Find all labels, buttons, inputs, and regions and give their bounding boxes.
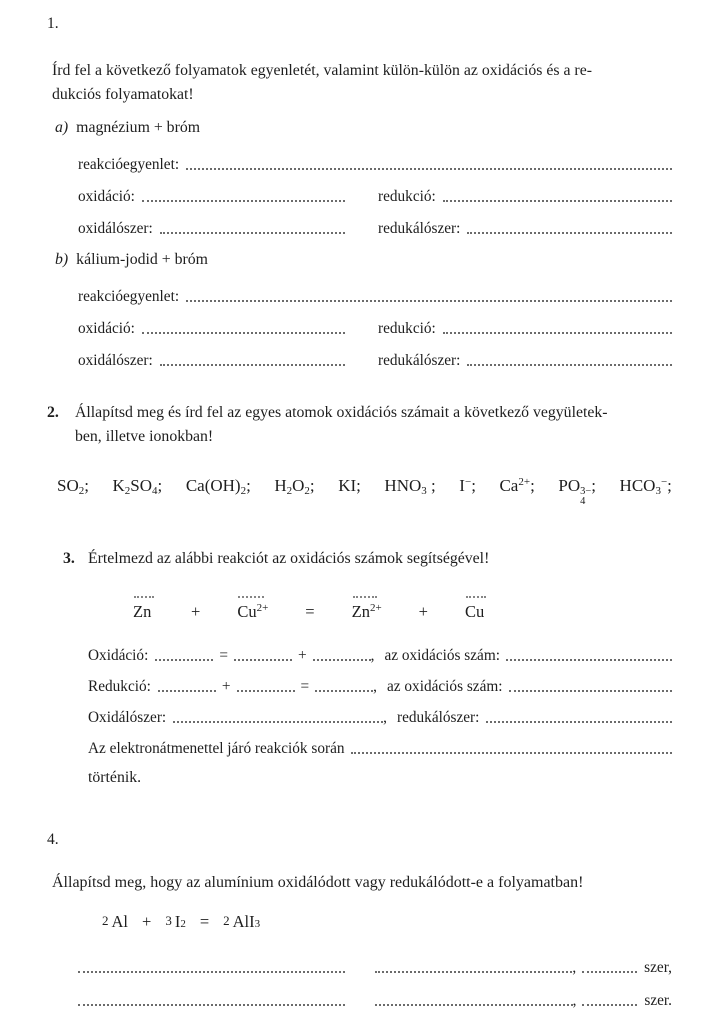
species-zn2plus: $Zn^{2+}$ — [352, 596, 382, 622]
oxidation-number-label: az oxidációs szám: — [387, 678, 503, 695]
plus-operator: + — [418, 602, 428, 621]
task-1-intro-line-2: dukciós folyamatokat! — [52, 86, 194, 103]
dotted-blank — [160, 364, 345, 366]
dotted-blank — [186, 168, 672, 170]
dotted-blank — [375, 1004, 573, 1006]
reduction-label: Redukció: — [88, 678, 151, 695]
formula-hno3: $HNO_3$ ; — [384, 476, 436, 497]
formula-so2: $SO_2$; — [57, 476, 89, 497]
dotted-blank — [582, 971, 637, 973]
task-1-intro — [52, 59, 672, 107]
part-b-fields — [78, 287, 672, 370]
part-b-label: b) — [55, 251, 69, 268]
part-a-label: a) — [55, 119, 69, 136]
reducer-label: redukálószer: — [397, 709, 480, 726]
task-4-answers — [47, 958, 672, 1010]
task-2-text-line-1: Állapítsd meg és írd fel az egyes atomok oxidációs számait a következő vegyületek- — [75, 404, 608, 421]
reaction-equation — [133, 596, 672, 622]
dotted-blank — [467, 364, 672, 366]
task-2-text — [75, 401, 608, 449]
field-row-oxidizer-b — [78, 351, 672, 370]
reduction-label: redukció: — [378, 188, 436, 205]
task-2-heading — [47, 401, 672, 449]
part-a-fields — [78, 155, 672, 238]
reduction-equation-row — [88, 676, 672, 696]
comma: , — [373, 678, 377, 695]
task-3-number: 3. — [63, 550, 75, 567]
formula-ca2plus: $Ca^{2+}$; — [499, 476, 535, 495]
dotted-blank — [375, 971, 572, 973]
equals-operator: = — [219, 647, 228, 664]
task-1-intro-line-1: Írd fel a következő folyamatok egyenletét, valamint külön-külön az oxidációs és a re- — [52, 62, 592, 79]
dotted-blank — [237, 690, 295, 692]
part-a-title: magnézium + bróm — [76, 119, 201, 136]
dotted-blank — [582, 1004, 637, 1006]
dotted-blank — [142, 332, 345, 334]
field-row-oxidation-a — [78, 187, 672, 206]
answer-row-1 — [78, 958, 672, 977]
electron-transfer-row — [88, 738, 672, 758]
comma: , — [572, 992, 577, 1009]
formula-hco3: $HCO_3^-$; — [619, 476, 672, 497]
oxidation-label: oxidáció: — [78, 188, 135, 205]
dotted-blank — [486, 721, 672, 723]
plus-operator: + — [297, 647, 307, 664]
dotted-blank — [158, 690, 216, 692]
dotted-blank — [155, 659, 213, 661]
comma: , — [370, 647, 375, 664]
electron-transfer-text: Az elektronátmenettel járó reakciók során — [88, 740, 345, 757]
comma: , — [383, 709, 387, 726]
dotted-blank — [173, 721, 383, 723]
plus-operator: + — [221, 678, 231, 695]
species-cu: Cu — [465, 596, 486, 622]
oxidation-label: oxidáció: — [78, 320, 135, 337]
dotted-blank — [467, 232, 672, 234]
task-3-heading — [63, 547, 672, 571]
reduction-label: redukció: — [378, 320, 436, 337]
dotted-blank — [78, 971, 345, 973]
aluminium-equation: 2 Al + 3 I 2 = 2 AlI 3 — [102, 912, 261, 931]
answer-row-2 — [78, 991, 672, 1010]
formula-h2o2: $H_2O_2$; — [274, 476, 315, 497]
oxidation-number-label: az oxidációs szám: — [384, 647, 500, 664]
task-3-text: Értelmezd az alábbi reakciót az oxidációs számok segítségével! — [88, 550, 490, 567]
dotted-blank — [160, 232, 345, 234]
task-2-text-line-2: ben, illetve ionokban! — [75, 428, 214, 445]
task-2-number: 2. — [47, 404, 59, 421]
equals-operator: = — [305, 602, 315, 621]
equals-operator: = — [300, 678, 310, 695]
part-b-title: kálium-jodid + bróm — [76, 251, 208, 268]
dotted-blank — [78, 1004, 345, 1006]
formula-po4: PO 3− 4 ; — [558, 476, 596, 507]
szer-label: szer, — [644, 959, 672, 976]
part-a-heading — [55, 119, 672, 140]
oxidizer-label: oxidálószer: — [78, 352, 153, 369]
dotted-blank — [443, 200, 672, 202]
electron-transfer-end: történik. — [88, 769, 142, 786]
field-row-oxidizer-a — [78, 219, 672, 238]
dotted-blank — [142, 200, 345, 202]
field-row-oxidation-b — [78, 319, 672, 338]
species-zn: Zn — [133, 596, 154, 622]
oxidizer-reducer-row — [88, 707, 672, 727]
formula-iodide: I−; — [459, 476, 476, 495]
formula-ki: KI; — [338, 476, 361, 495]
dotted-blank — [443, 332, 672, 334]
oxidizer-label: Oxidálószer: — [88, 709, 167, 726]
dotted-blank — [315, 690, 373, 692]
reducer-label: redukálószer: — [378, 220, 461, 237]
dotted-blank — [313, 659, 371, 661]
oxidation-equation-row — [88, 645, 672, 665]
oxidation-label: Oxidáció: — [88, 647, 149, 664]
equation-label: reakcióegyenlet: — [78, 288, 180, 305]
formula-caoh2: $Ca(OH)_2$; — [185, 476, 251, 497]
dotted-blank — [186, 300, 672, 302]
task-1-number: 1. — [47, 15, 59, 32]
comma: , — [572, 959, 577, 976]
dotted-blank — [506, 659, 672, 661]
dotted-blank — [351, 752, 672, 754]
equation-label: reakcióegyenlet: — [78, 156, 180, 173]
dotted-blank — [234, 659, 292, 661]
oxidizer-label: oxidálószer: — [78, 220, 153, 237]
formula-list — [57, 476, 672, 507]
formula-k2so4: $K_2SO_4$; — [112, 476, 163, 497]
plus-operator: + — [191, 602, 201, 621]
task-3-fields — [88, 645, 672, 758]
dotted-blank — [509, 690, 672, 692]
reducer-label: redukálószer: — [378, 352, 461, 369]
task-4-text: Állapítsd meg, hogy az alumínium oxidálódott vagy redukálódott-e a folyamatban! — [52, 874, 584, 891]
field-row-equation-a — [78, 155, 672, 174]
szer-label: szer. — [644, 992, 672, 1009]
species-cu2plus: $Cu^{2+}$ — [237, 596, 268, 622]
field-row-equation-b — [78, 287, 672, 306]
task-4-number: 4. — [47, 831, 59, 848]
part-b-heading — [55, 251, 672, 272]
